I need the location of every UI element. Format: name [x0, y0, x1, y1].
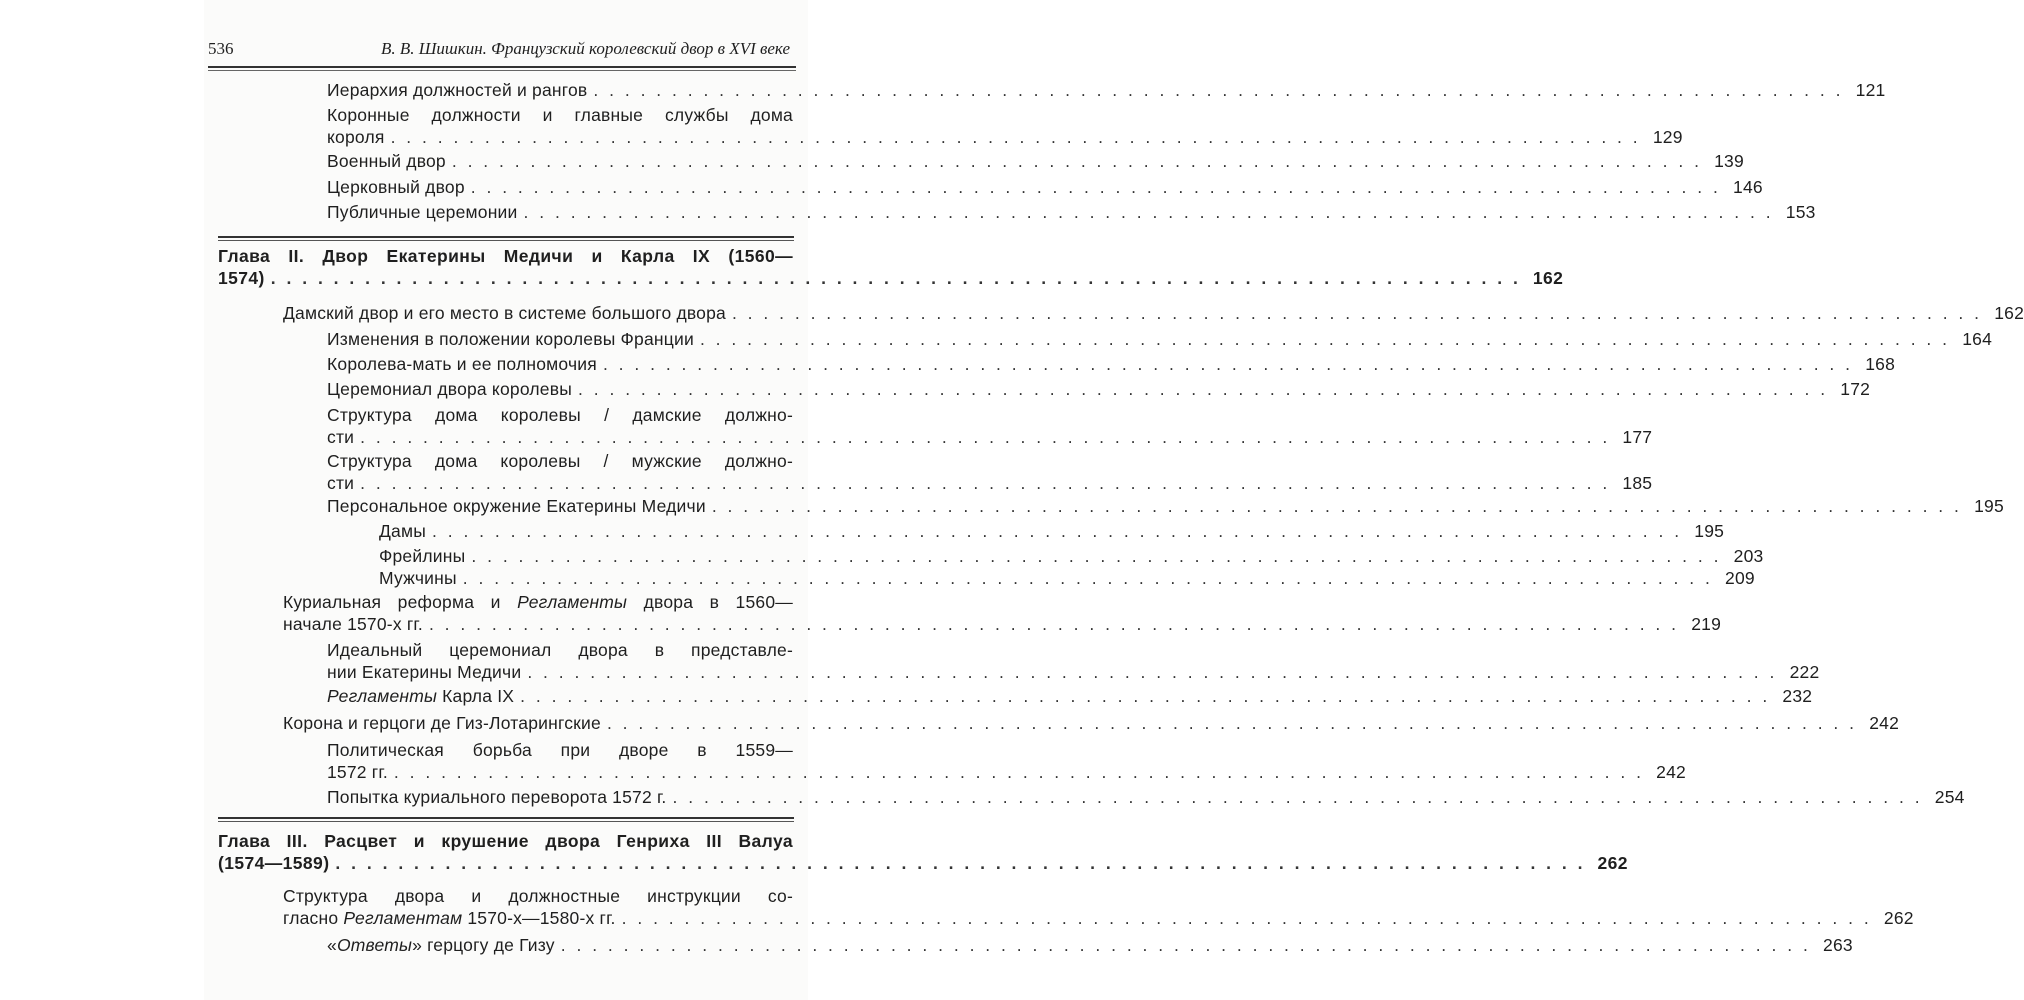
toc-entry-line — [283, 613, 1722, 635]
toc-entry — [327, 404, 1653, 448]
toc-page-number: 195 — [1974, 496, 2004, 516]
toc-text-fragment: Глава II. Двор Екатерины Медичи и Карла IX (1560— — [218, 246, 793, 266]
toc-page-number: 232 — [1782, 686, 1813, 706]
dot-leader: . . . . . . . . . . . . . . . . . . . . . . . . . . . . . . . . . . . . . . . . . . . . . . . . . . . . . . . . . . . . . . . . . . . . . . . . . . . . . . . . — [523, 202, 1774, 222]
toc-text-fragment: Регламенты — [517, 592, 628, 612]
toc-entry — [379, 545, 1764, 567]
toc-entry-text — [327, 426, 354, 448]
toc-entry-line — [327, 934, 1853, 956]
toc-page-number: 162 — [1994, 303, 2024, 323]
toc-text-fragment: сти — [327, 427, 355, 447]
toc-text-fragment: Глава III. Расцвет и крушение двора Генриха III Валуа — [218, 831, 793, 851]
toc-entry-line — [327, 328, 1993, 350]
toc-text-fragment: 1572 гг. — [327, 762, 388, 782]
toc-entry — [327, 495, 2004, 517]
toc-entry-line — [327, 201, 1816, 223]
toc-entry-line — [218, 245, 793, 267]
toc-entry — [327, 639, 1820, 683]
dot-leader: . . . . . . . . . . . . . . . . . . . . . . . . . . . . . . . . . . . . . . . . . . . . . . . . . . . . . . . . . . . . . . . . . . . . . . . . . . . . . . . . — [731, 303, 1983, 323]
toc-page-number: 172 — [1840, 379, 1871, 399]
toc-entry-line — [283, 712, 1900, 734]
toc-entry — [327, 450, 1653, 494]
toc-entry-line — [283, 591, 793, 613]
toc-entry — [283, 302, 2024, 324]
toc-text-fragment: Фрейлины — [379, 546, 466, 566]
toc-page-number: 203 — [1733, 546, 1764, 566]
toc-entry — [283, 591, 1722, 635]
dot-leader: . . . . . . . . . . . . . . . . . . . . . . . . . . . . . . . . . . . . . . . . . . . . . . . . . . . . . . . . . . . . . . . . . . . . . . . . . . . . . . . . — [470, 177, 1721, 197]
toc-entry-line — [327, 450, 793, 472]
toc-entry-line — [218, 267, 1564, 289]
toc-entry-text — [283, 907, 616, 929]
toc-text-fragment: Регламенты — [327, 686, 438, 706]
toc-text-fragment: Дамский двор и его место в системе большого двора — [283, 303, 726, 323]
toc-page-number: 195 — [1694, 521, 1725, 541]
toc-text-fragment: Структура дома королевы / мужские должно- — [327, 451, 793, 471]
toc-page-number: 153 — [1785, 202, 1816, 222]
toc-entry — [327, 104, 1683, 148]
toc-entry-line — [327, 761, 1686, 783]
dot-leader: . . . . . . . . . . . . . . . . . . . . . . . . . . . . . . . . . . . . . . . . . . . . . . . . . . . . . . . . . . . . . . . . . . . . . . . . . . . . . . . . — [560, 935, 1811, 955]
dot-leader: . . . . . . . . . . . . . . . . . . . . . . . . . . . . . . . . . . . . . . . . . . . . . . . . . . . . . . . . . . . . . . . . . . . . . . . . . . . . . . . . — [360, 427, 1611, 447]
toc-entry-text — [327, 378, 572, 400]
toc-chapter-entry — [218, 830, 1628, 874]
toc-page-number: 164 — [1962, 329, 1993, 349]
toc-entry-line — [327, 685, 1813, 707]
toc-text-fragment: » герцогу де Гизу — [412, 935, 555, 955]
toc-entry-text — [327, 79, 587, 101]
toc-text-fragment: Персональное окружение Екатерины Медичи — [327, 496, 706, 516]
section-divider-thin — [218, 240, 794, 241]
toc-entry-text — [283, 591, 793, 613]
toc-text-fragment: Карла IX — [437, 686, 515, 706]
toc-page-number: 139 — [1714, 151, 1744, 171]
toc-text-fragment: Идеальный церемониал двора в представле- — [327, 640, 793, 660]
toc-entry — [327, 739, 1686, 783]
toc-entry-line — [327, 404, 793, 426]
toc-page-number: 168 — [1865, 354, 1896, 374]
dot-leader: . . . . . . . . . . . . . . . . . . . . . . . . . . . . . . . . . . . . . . . . . . . . . . . . . . . . . . . . . . . . . . . . . . . . . . . . . . . . . . . . — [593, 80, 1844, 100]
toc-text-fragment: короля — [327, 127, 385, 147]
dot-leader: . . . . . . . . . . . . . . . . . . . . . . . . . . . . . . . . . . . . . . . . . . . . . . . . . . . . . . . . . . . . . . . . . . . . . . . . . . . . . . . . — [270, 268, 1521, 288]
toc-page-number: 177 — [1622, 427, 1653, 447]
dot-leader: . . . . . . . . . . . . . . . . . . . . . . . . . . . . . . . . . . . . . . . . . . . . . . . . . . . . . . . . . . . . . . . . . . . . . . . . . . . . . . . . — [471, 546, 1722, 566]
toc-page-number: 262 — [1883, 908, 1914, 928]
toc-entry — [327, 201, 1816, 223]
toc-page-number: 263 — [1823, 935, 1853, 955]
dot-leader: . . . . . . . . . . . . . . . . . . . . . . . . . . . . . . . . . . . . . . . . . . . . . . . . . . . . . . . . . . . . . . . . . . . . . . . . . . . . . . . . — [711, 496, 1962, 516]
section-divider — [218, 817, 794, 819]
dot-leader: . . . . . . . . . . . . . . . . . . . . . . . . . . . . . . . . . . . . . . . . . . . . . . . . . . . . . . . . . . . . . . . . . . . . . . . . . . . . . . . . — [390, 127, 1641, 147]
dot-leader: . . . . . . . . . . . . . . . . . . . . . . . . . . . . . . . . . . . . . . . . . . . . . . . . . . . . . . . . . . . . . . . . . . . . . . . . . . . . . . . . — [672, 787, 1923, 807]
toc-text-fragment: нии Екатерины Медичи — [327, 662, 522, 682]
toc-entry-text — [327, 328, 694, 350]
toc-entry-line — [327, 378, 1871, 400]
toc-chapter-entry — [218, 245, 1564, 289]
toc-text-fragment: Политическая борьба при дворе в 1559— — [327, 740, 793, 760]
toc-entry — [379, 567, 1755, 589]
toc-page-number: 146 — [1733, 177, 1763, 197]
dot-leader: . . . . . . . . . . . . . . . . . . . . . . . . . . . . . . . . . . . . . . . . . . . . . . . . . . . . . . . . . . . . . . . . . . . . . . . . . . . . . . . . — [621, 908, 1872, 928]
toc-page-number: 222 — [1789, 662, 1820, 682]
toc-text-fragment: Военный двор — [327, 151, 446, 171]
toc-text-fragment: Дамы — [379, 521, 426, 541]
toc-entry-text — [327, 739, 793, 761]
toc-text-fragment: « — [327, 935, 337, 955]
toc-entry-text — [327, 104, 793, 126]
toc-entry-text — [327, 404, 793, 426]
toc-text-fragment: Ответы — [336, 935, 413, 955]
toc-entry-line — [218, 852, 1628, 874]
toc-entry-line — [327, 353, 1896, 375]
toc-entry-line — [327, 426, 1653, 448]
toc-entry — [327, 150, 1744, 172]
toc-entry — [379, 520, 1725, 542]
toc-page-number: 162 — [1532, 268, 1564, 288]
toc-entry-text — [379, 545, 465, 567]
toc-entry-line — [327, 786, 1965, 808]
toc-entry — [283, 712, 1900, 734]
running-title: В. В. Шишкин. Французский королевский двор в XVI веке — [380, 39, 790, 58]
toc-entry — [327, 79, 1886, 101]
toc-entry-text — [218, 852, 329, 874]
toc-text-fragment: Регламентам — [343, 908, 463, 928]
header-rule — [208, 66, 796, 68]
dot-leader: . . . . . . . . . . . . . . . . . . . . . . . . . . . . . . . . . . . . . . . . . . . . . . . . . . . . . . . . . . . . . . . . . . . . . . . . . . . . . . . . — [699, 329, 1951, 349]
toc-entry — [327, 934, 1853, 956]
toc-entry-line — [327, 495, 2004, 517]
toc-entry-line — [327, 150, 1744, 172]
toc-text-fragment: 1570-х—1580-х гг. — [462, 908, 616, 928]
toc-page-number: 185 — [1622, 473, 1653, 493]
toc-text-fragment: (1574—1589) — [218, 853, 330, 873]
toc-entry-line — [327, 104, 793, 126]
toc-text-fragment: Коронные должности и главные службы дома — [327, 105, 793, 125]
toc-entry-text — [218, 245, 793, 267]
toc-entry-text — [283, 885, 793, 907]
toc-entry-line — [283, 302, 2024, 324]
toc-entry-text — [327, 450, 793, 472]
toc-text-fragment: Изменения в положении королевы Франции — [327, 329, 694, 349]
toc-entry — [283, 885, 1914, 929]
dot-leader: . . . . . . . . . . . . . . . . . . . . . . . . . . . . . . . . . . . . . . . . . . . . . . . . . . . . . . . . . . . . . . . . . . . . . . . . . . . . . . . . — [432, 521, 1683, 541]
toc-entry-text — [327, 786, 667, 808]
toc-entry-line — [327, 472, 1653, 494]
toc-entry-text — [327, 761, 388, 783]
toc-text-fragment: Церемониал двора королевы — [327, 379, 573, 399]
toc-entry-text — [327, 353, 597, 375]
dot-leader: . . . . . . . . . . . . . . . . . . . . . . . . . . . . . . . . . . . . . . . . . . . . . . . . . . . . . . . . . . . . . . . . . . . . . . . . . . . . . . . . — [606, 713, 1858, 733]
toc-entry — [327, 176, 1763, 198]
toc-entry-line — [218, 830, 793, 852]
toc-page-number: 242 — [1656, 762, 1686, 782]
toc-page-number: 129 — [1652, 127, 1683, 147]
running-header — [208, 39, 794, 63]
toc-text-fragment: Корона и герцоги де Гиз-Лотарингские — [283, 713, 601, 733]
toc-entry-text — [327, 934, 555, 956]
toc-text-fragment: 1574) — [218, 268, 265, 288]
toc-page-number: 219 — [1691, 614, 1722, 634]
toc-entry-text — [327, 150, 446, 172]
toc-entry-line — [327, 639, 793, 661]
toc-entry — [327, 685, 1813, 707]
toc-page-number: 242 — [1869, 713, 1900, 733]
toc-text-fragment: гласно — [283, 908, 344, 928]
toc-entry — [327, 786, 1965, 808]
toc-text-fragment: Мужчины — [379, 568, 457, 588]
toc-page-number: 254 — [1934, 787, 1965, 807]
toc-page-number: 121 — [1855, 80, 1886, 100]
dot-leader: . . . . . . . . . . . . . . . . . . . . . . . . . . . . . . . . . . . . . . . . . . . . . . . . . . . . . . . . . . . . . . . . . . . . . . . . . . . . . . . . — [335, 853, 1586, 873]
toc-entry-text — [283, 302, 726, 324]
toc-entry-text — [218, 830, 793, 852]
dot-leader: . . . . . . . . . . . . . . . . . . . . . . . . . . . . . . . . . . . . . . . . . . . . . . . . . . . . . . . . . . . . . . . . . . . . . . . . . . . . . . . . — [360, 473, 1611, 493]
toc-entry-text — [379, 567, 457, 589]
toc-entry-line — [379, 520, 1725, 542]
dot-leader: . . . . . . . . . . . . . . . . . . . . . . . . . . . . . . . . . . . . . . . . . . . . . . . . . . . . . . . . . . . . . . . . . . . . . . . . . . . . . . . . — [520, 686, 1771, 706]
toc-entry-line — [327, 79, 1886, 101]
toc-text-fragment: сти — [327, 473, 355, 493]
toc-entry-text — [283, 613, 423, 635]
toc-entry-line — [379, 567, 1755, 589]
toc-page-number: 209 — [1725, 568, 1755, 588]
toc-text-fragment: Публичные церемонии — [327, 202, 518, 222]
dot-leader: . . . . . . . . . . . . . . . . . . . . . . . . . . . . . . . . . . . . . . . . . . . . . . . . . . . . . . . . . . . . . . . . . . . . . . . . . . . . . . . . — [527, 662, 1778, 682]
dot-leader: . . . . . . . . . . . . . . . . . . . . . . . . . . . . . . . . . . . . . . . . . . . . . . . . . . . . . . . . . . . . . . . . . . . . . . . . . . . . . . . . — [578, 379, 1829, 399]
toc-page-number: 262 — [1597, 853, 1628, 873]
header-rule-thin — [208, 70, 796, 71]
toc-text-fragment: двора в 1560— — [627, 592, 793, 612]
toc-entry-text — [218, 267, 265, 289]
toc-entry-text — [327, 201, 518, 223]
toc-entry-text — [327, 495, 706, 517]
toc-entry — [327, 353, 1896, 375]
toc-entry-line — [327, 739, 793, 761]
toc-entry-text — [379, 520, 426, 542]
toc-text-fragment: начале 1570-х гг. — [283, 614, 423, 634]
dot-leader: . . . . . . . . . . . . . . . . . . . . . . . . . . . . . . . . . . . . . . . . . . . . . . . . . . . . . . . . . . . . . . . . . . . . . . . . . . . . . . . . — [451, 151, 1702, 171]
section-divider — [218, 236, 794, 238]
toc-entry — [327, 378, 1871, 400]
toc-entry — [327, 328, 1993, 350]
toc-entry-line — [327, 661, 1820, 683]
toc-entry-text — [327, 176, 465, 198]
toc-entry-line — [283, 885, 793, 907]
toc-entry-line — [327, 126, 1683, 148]
toc-text-fragment: Иерархия должностей и рангов — [327, 80, 588, 100]
toc-text-fragment: Попытка куриального переворота 1572 г. — [327, 787, 667, 807]
dot-leader: . . . . . . . . . . . . . . . . . . . . . . . . . . . . . . . . . . . . . . . . . . . . . . . . . . . . . . . . . . . . . . . . . . . . . . . . . . . . . . . . — [428, 614, 1680, 634]
dot-leader: . . . . . . . . . . . . . . . . . . . . . . . . . . . . . . . . . . . . . . . . . . . . . . . . . . . . . . . . . . . . . . . . . . . . . . . . . . . . . . . . — [462, 568, 1713, 588]
dot-leader: . . . . . . . . . . . . . . . . . . . . . . . . . . . . . . . . . . . . . . . . . . . . . . . . . . . . . . . . . . . . . . . . . . . . . . . . . . . . . . . . — [393, 762, 1644, 782]
toc-entry-text — [327, 639, 793, 661]
toc-text-fragment: Куриальная реформа и — [283, 592, 518, 612]
toc-entry-line — [327, 176, 1763, 198]
toc-entry-text — [327, 685, 514, 707]
toc-entry-text — [327, 472, 354, 494]
toc-text-fragment: Структура дома королевы / дамские должно- — [327, 405, 793, 425]
section-divider-thin — [218, 821, 794, 822]
page-number: 536 — [208, 39, 234, 58]
dot-leader: . . . . . . . . . . . . . . . . . . . . . . . . . . . . . . . . . . . . . . . . . . . . . . . . . . . . . . . . . . . . . . . . . . . . . . . . . . . . . . . . — [602, 354, 1854, 374]
toc-entry-line — [379, 545, 1764, 567]
toc-text-fragment: Структура двора и должностные инструкции со- — [283, 886, 793, 906]
toc-text-fragment: Королева-мать и ее полномочия — [327, 354, 597, 374]
toc-entry-line — [283, 907, 1914, 929]
toc-text-fragment: Церковный двор — [327, 177, 465, 197]
toc-entry-text — [283, 712, 601, 734]
toc-entry-text — [327, 126, 385, 148]
toc-entry-text — [327, 661, 521, 683]
